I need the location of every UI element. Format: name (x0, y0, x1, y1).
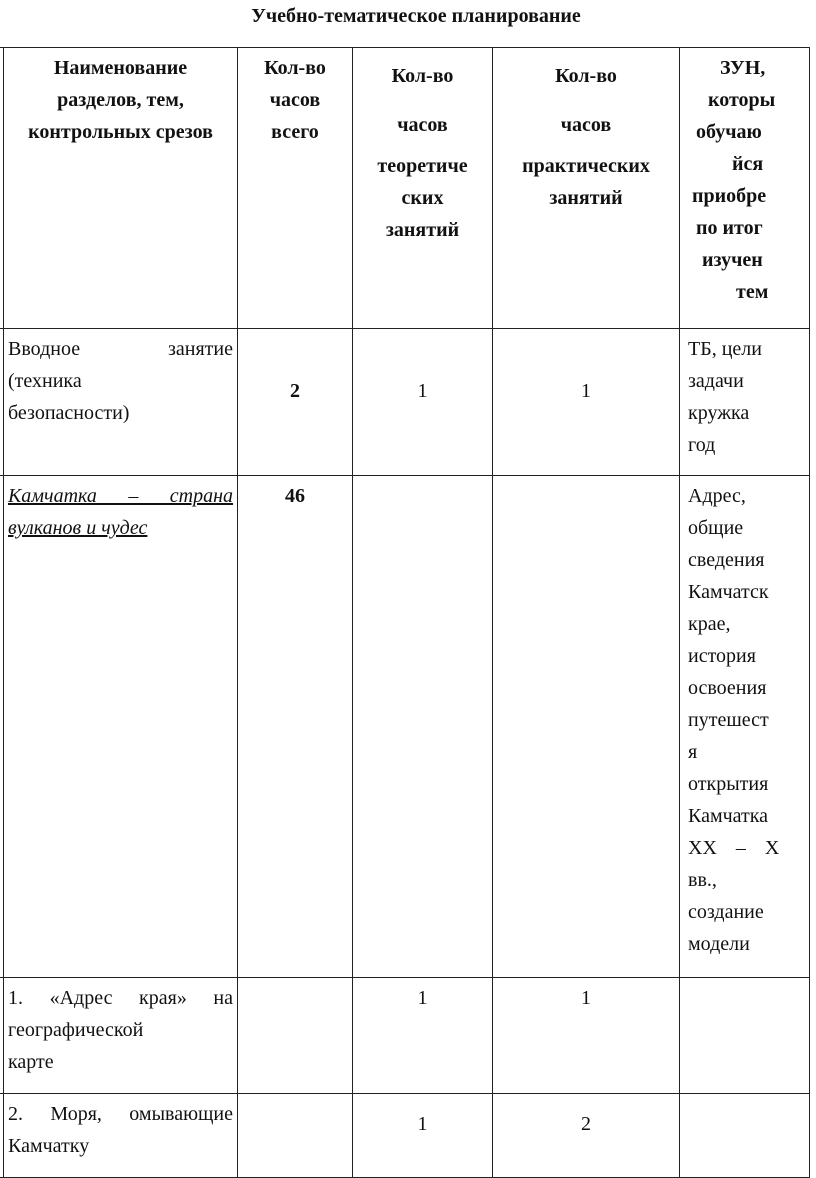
header-total-line: часов (269, 89, 321, 111)
row-zun-line: создание (688, 901, 764, 923)
header-practice-line: практических (522, 155, 650, 177)
row-theory-cell: 1 (353, 978, 493, 1094)
row-name-line: географической (8, 1019, 144, 1041)
row-zun-line: Камчатск (688, 581, 769, 603)
row-name-line: Вводное занятие (8, 338, 233, 360)
row-zun-line: ТБ, цели (688, 338, 762, 360)
row-zun-cell (680, 978, 810, 1094)
header-zun-line: приобре (692, 185, 767, 207)
header-theory-line: Кол-во (391, 65, 454, 87)
table-row (0, 1094, 810, 1178)
row-name-line: (техника (8, 370, 82, 392)
header-theory-line: теоретиче (377, 155, 468, 177)
row-zun-line: путешест (688, 709, 769, 731)
row-practice-cell: 1 (493, 329, 680, 476)
row-zun-line: история (688, 645, 756, 667)
row-name-cell (4, 476, 238, 978)
row-zun-line: вв., (688, 869, 717, 891)
header-zun-line: которы (708, 89, 776, 111)
header-total (238, 48, 353, 329)
table-row (0, 476, 810, 978)
row-name-cell (4, 1094, 238, 1178)
header-theory-line: часов (397, 114, 448, 136)
row-zun-cell (680, 476, 810, 978)
header-name-line: контрольных срезов (28, 121, 213, 143)
table-row (0, 978, 810, 1094)
row-zun-cell (680, 1094, 810, 1178)
row-total-cell: 2 (238, 329, 353, 476)
row-practice-cell: 1 (493, 978, 680, 1094)
header-theory (353, 48, 493, 329)
row-zun-line: крае, (688, 613, 731, 635)
row-name-line: 1. «Адрес края» на (8, 987, 233, 1009)
row-name-line: безопасности) (8, 402, 130, 424)
row-zun-line: задачи (688, 370, 744, 392)
row-zun-cell (680, 329, 810, 476)
row-total-cell (238, 1094, 353, 1178)
row-zun-line: Камчатка (688, 805, 769, 827)
planning-table (0, 47, 810, 1178)
row-zun-line: год (688, 434, 716, 456)
header-zun-line: йся (732, 153, 764, 175)
row-theory-cell: 1 (353, 1094, 493, 1178)
header-total-line: Кол-во (264, 57, 326, 79)
row-name-line: карте (8, 1051, 54, 1073)
row-practice-cell (493, 476, 680, 978)
row-zun-line: XX – X (688, 837, 780, 859)
header-zun-line: изучен (702, 249, 763, 271)
row-zun-line: открытия (688, 773, 769, 795)
row-zun-line: модели (688, 933, 750, 955)
header-practice (493, 48, 680, 329)
header-name (4, 48, 238, 329)
header-zun-line: тем (736, 281, 769, 303)
row-practice-cell: 2 (493, 1094, 680, 1178)
table-header-row (0, 48, 810, 329)
table-row (0, 329, 810, 476)
header-theory-line: занятий (385, 219, 460, 241)
page-title: Учебно-тематическое планирование (251, 5, 581, 27)
header-practice-line: занятий (549, 187, 623, 209)
row-zun-line: я (688, 741, 698, 763)
header-zun (680, 48, 810, 329)
row-total-cell: 46 (238, 476, 353, 978)
row-zun-line: общие (688, 517, 744, 539)
row-zun-line: освоения (688, 677, 767, 699)
row-name-cell (4, 329, 238, 476)
row-theory-cell: 1 (353, 329, 493, 476)
row-name-line: Камчатку (8, 1135, 90, 1157)
row-name-cell (4, 978, 238, 1094)
header-practice-line: Кол-во (555, 65, 617, 87)
header-name-line: Наименование (53, 57, 188, 79)
row-theory-cell (353, 476, 493, 978)
row-zun-line: Адрес, (688, 485, 746, 507)
row-zun-line: сведения (688, 549, 765, 571)
header-zun-line: обучаю (696, 121, 762, 143)
header-theory-line: ских (401, 187, 444, 209)
row-name-line: 2. Моря, омывающие (8, 1103, 233, 1125)
header-name-line: разделов, тем, (57, 89, 184, 111)
row-name-line: Камчатка – страна (8, 485, 233, 507)
header-practice-line: часов (560, 114, 612, 136)
header-total-line: всего (271, 121, 319, 143)
header-zun-line: по итог (696, 217, 763, 239)
header-zun-line: ЗУН, (720, 57, 766, 79)
row-total-cell (238, 978, 353, 1094)
row-zun-line: кружка (688, 402, 750, 424)
row-name-line: вулканов и чудес (8, 517, 148, 539)
